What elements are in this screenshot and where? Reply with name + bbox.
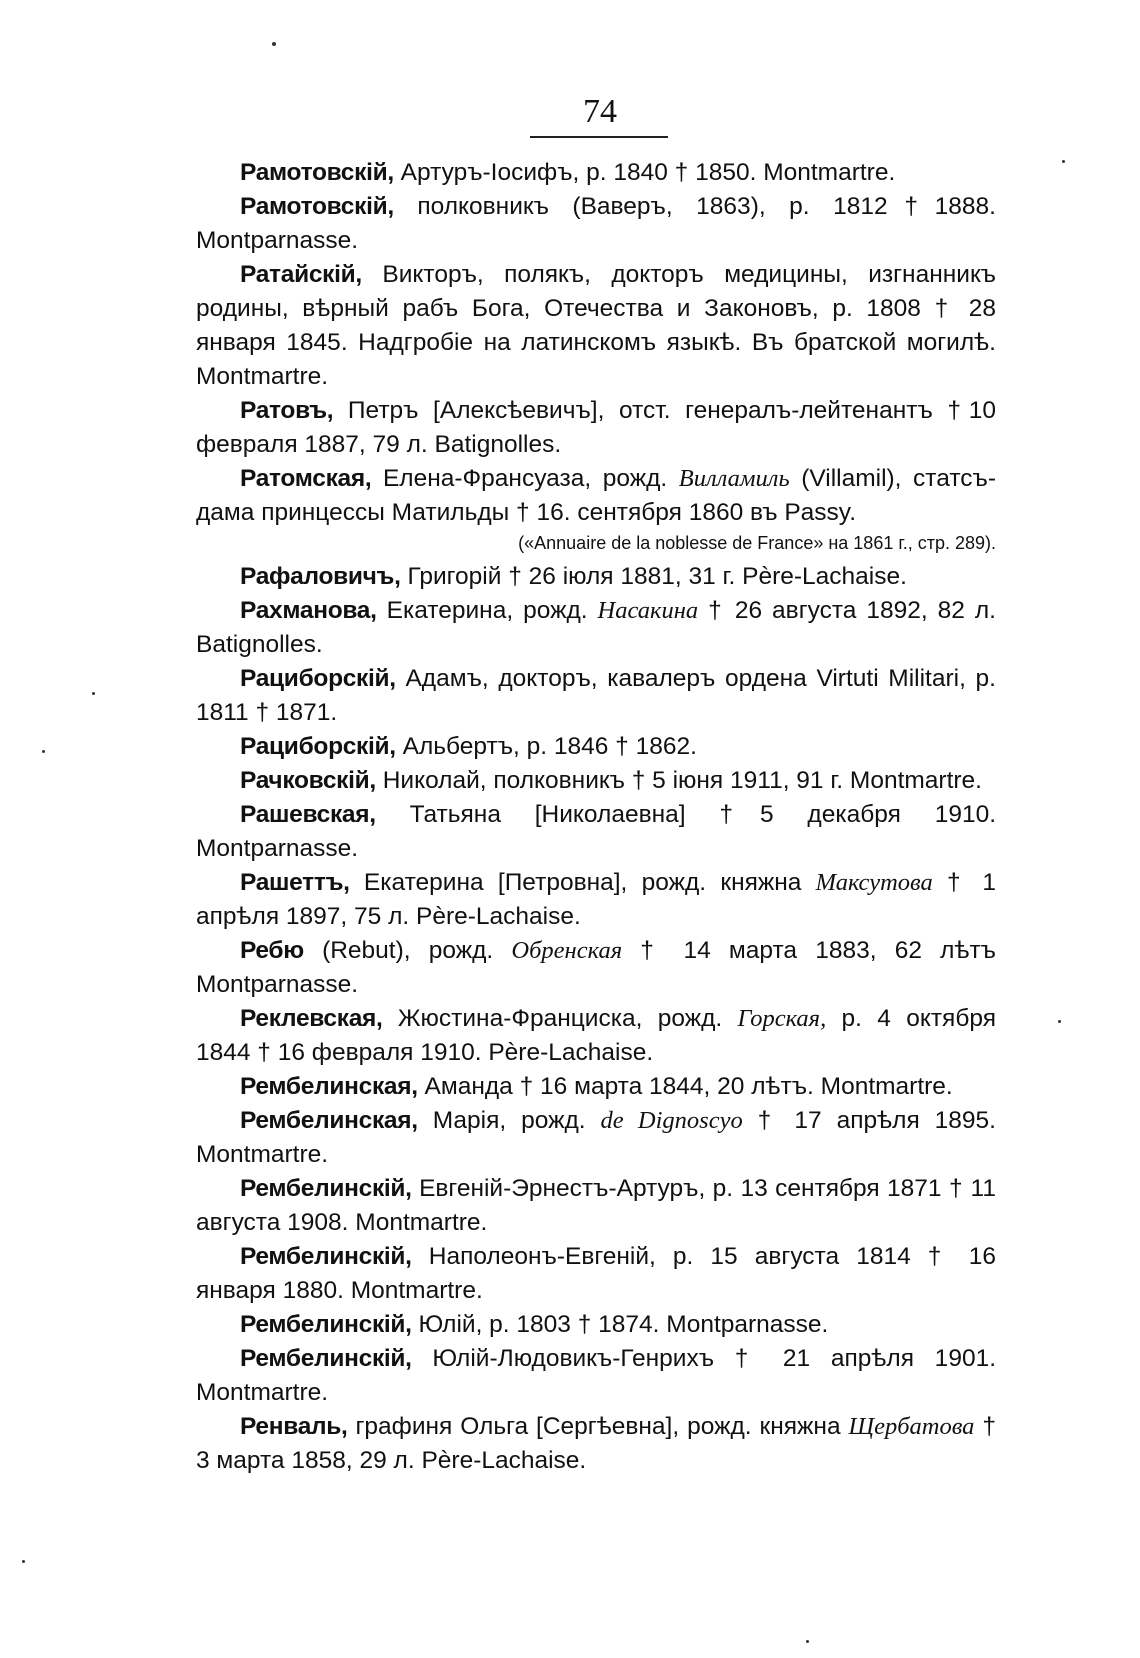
entry-surname: Рачковскій, <box>240 767 376 794</box>
entry <box>196 1104 996 1172</box>
entry-text: Григорій † 26 іюля 1881, 31 г. Père-Lachaise. <box>400 563 907 590</box>
entry-text: Петръ [Алексѣевичъ], отст. генералъ-лейтенантъ †10 февраля 1887, 79 л. Batignolles. <box>196 397 996 458</box>
entry-text-continued: † 1 апрѣля 1897, 75 л. Père-Lachaise. <box>196 869 996 930</box>
entry-text: полковникъ (Ваверъ, 1863), р. 1812†1888. Montparnasse. <box>196 193 996 254</box>
scan-speck <box>1062 160 1065 163</box>
entry-maiden-name: Щербатова <box>848 1413 975 1440</box>
scan-speck <box>42 750 45 753</box>
entry <box>196 1308 996 1342</box>
entry-text: Наполеонъ-Евгеній, р. 15 августа 1814 † 16 января 1880. Montmartre. <box>196 1243 996 1304</box>
entry <box>196 190 996 258</box>
entry-surname: Рациборскій, <box>240 665 396 692</box>
entry-surname: Рашевская, <box>240 801 376 828</box>
entry-text: Юлій-Людовикъ-Генрихъ † 21 апрѣля 1901. Montmartre. <box>196 1345 996 1406</box>
entry <box>196 1410 996 1478</box>
entry-surname: Ратайскій, <box>240 261 362 288</box>
source-note: («Annuaire de la noblesse de France» на 1861 г., стр. 289). <box>518 533 996 553</box>
scan-speck <box>272 42 276 46</box>
entry-maiden-name: de Dignoscyo <box>600 1107 743 1134</box>
entry-text: Марія, рожд. <box>417 1107 601 1134</box>
entry-maiden-name: Насакина <box>597 597 699 624</box>
entry <box>196 934 996 1002</box>
entry-surname: Рембелинскій, <box>240 1175 412 1202</box>
entry-maiden-name: Обренская <box>511 937 623 964</box>
page-number: 74 <box>583 93 617 130</box>
entry-surname: Ратомская, <box>240 465 372 492</box>
entry-text: Татьяна [Николаевна] †5 декабря 1910. Montparnasse. <box>196 801 996 862</box>
entry-text: Екатерина, рожд. <box>376 597 598 624</box>
entry-text: графиня Ольга [Сергѣевна], рожд. княжна <box>347 1413 849 1440</box>
entry <box>196 1070 996 1104</box>
entry <box>196 1002 996 1070</box>
entry-surname: Реклевская, <box>240 1005 383 1032</box>
entry-text: (Rebut), рожд. <box>303 937 512 964</box>
scan-speck <box>22 1560 25 1563</box>
entry-text-continued: † 14 марта 1883, 62 лѣтъ Montparnasse. <box>196 937 996 998</box>
entry-list <box>196 156 996 1478</box>
entry <box>196 1172 996 1240</box>
entry-maiden-name: Вилламиль <box>678 465 790 492</box>
entry-text: Николай, полковникъ † 5 іюня 1911, 91 г. Montmartre. <box>375 767 982 794</box>
entry-surname: Рембелинская, <box>240 1107 418 1134</box>
entry-text: Викторъ, полякъ, докторъ медицины, изгнанникъ родины, вѣрный рабъ Бога, Отечества и Законовъ, р. 1808 † 28 января 1845. Надгробіе на латинскомъ языкѣ. Въ братской могилѣ. Montmartre. <box>196 261 996 390</box>
entry <box>196 662 996 730</box>
entry-text: Евгеній-Эрнестъ-Артуръ, р. 13 сентября 1871 † 11 августа 1908. Montmartre. <box>196 1175 996 1236</box>
entry-surname: Рембелинскій, <box>240 1311 412 1338</box>
entry-surname: Рашеттъ, <box>240 869 350 896</box>
entry-text-continued: † 26 августа 1892, 82 л. Batignolles. <box>196 597 996 658</box>
entry <box>196 156 996 190</box>
entry <box>196 730 996 764</box>
entry-surname: Рациборскій, <box>240 733 396 760</box>
entry-surname: Рембелинскій, <box>240 1345 412 1372</box>
scan-speck <box>1058 1020 1061 1023</box>
entry-text: Альбертъ, р. 1846 † 1862. <box>395 733 697 760</box>
entry <box>196 462 996 530</box>
entry-text: Жюстина-Франциска, рожд. <box>382 1005 738 1032</box>
entry <box>196 258 996 394</box>
entry <box>196 798 996 866</box>
entry-surname: Рамотовскій, <box>240 193 394 220</box>
entry <box>196 560 996 594</box>
entry-text: Елена-Франсуаза, рожд. <box>371 465 679 492</box>
entry-text-continued: † 17 апрѣля 1895. Montmartre. <box>196 1107 996 1168</box>
scan-speck <box>806 1640 809 1643</box>
entry-text: Екатерина [Петровна], рожд. княжна <box>349 869 816 896</box>
entry-surname: Рембелинская, <box>240 1073 418 1100</box>
entry <box>196 764 996 798</box>
entry <box>196 394 996 462</box>
entry <box>196 594 996 662</box>
entry <box>196 1342 996 1410</box>
entry-text: Артуръ-Іосифъ, р. 1840 † 1850. Montmartre. <box>393 159 896 186</box>
scan-speck <box>92 692 95 695</box>
entry-text: Адамъ, докторъ, кавалеръ ордена Virtuti Militari, р. 1811 † 1871. <box>196 665 996 726</box>
entry-text-continued: (Villamil), статсъ-дама принцессы Матильды † 16. сентября 1860 въ Passy. <box>196 465 996 526</box>
entry-maiden-name: Горская, <box>737 1005 827 1032</box>
entry-surname: Ратовъ, <box>240 397 334 424</box>
entry-surname: Ренваль, <box>240 1413 348 1440</box>
entry-surname: Ребю <box>240 937 304 964</box>
entry-surname: Рафаловичъ, <box>240 563 401 590</box>
entry <box>196 866 996 934</box>
entry-surname: Рембелинскій, <box>240 1243 412 1270</box>
entry-text-continued: р. 4 октября 1844 † 16 февраля 1910. Père-Lachaise. <box>196 1005 996 1066</box>
entry-text: Аманда † 16 марта 1844, 20 лѣтъ. Montmartre. <box>417 1073 953 1100</box>
entry-surname: Рамотовскій, <box>240 159 394 186</box>
page-number-rule <box>530 136 668 138</box>
entry-text-continued: † 3 марта 1858, 29 л. Père-Lachaise. <box>196 1413 996 1474</box>
entry-text: Юлій, р. 1803 † 1874. Montparnasse. <box>411 1311 829 1338</box>
entry-maiden-name: Максутова <box>815 869 933 896</box>
entry-surname: Рахманова, <box>240 597 377 624</box>
entry <box>196 1240 996 1308</box>
